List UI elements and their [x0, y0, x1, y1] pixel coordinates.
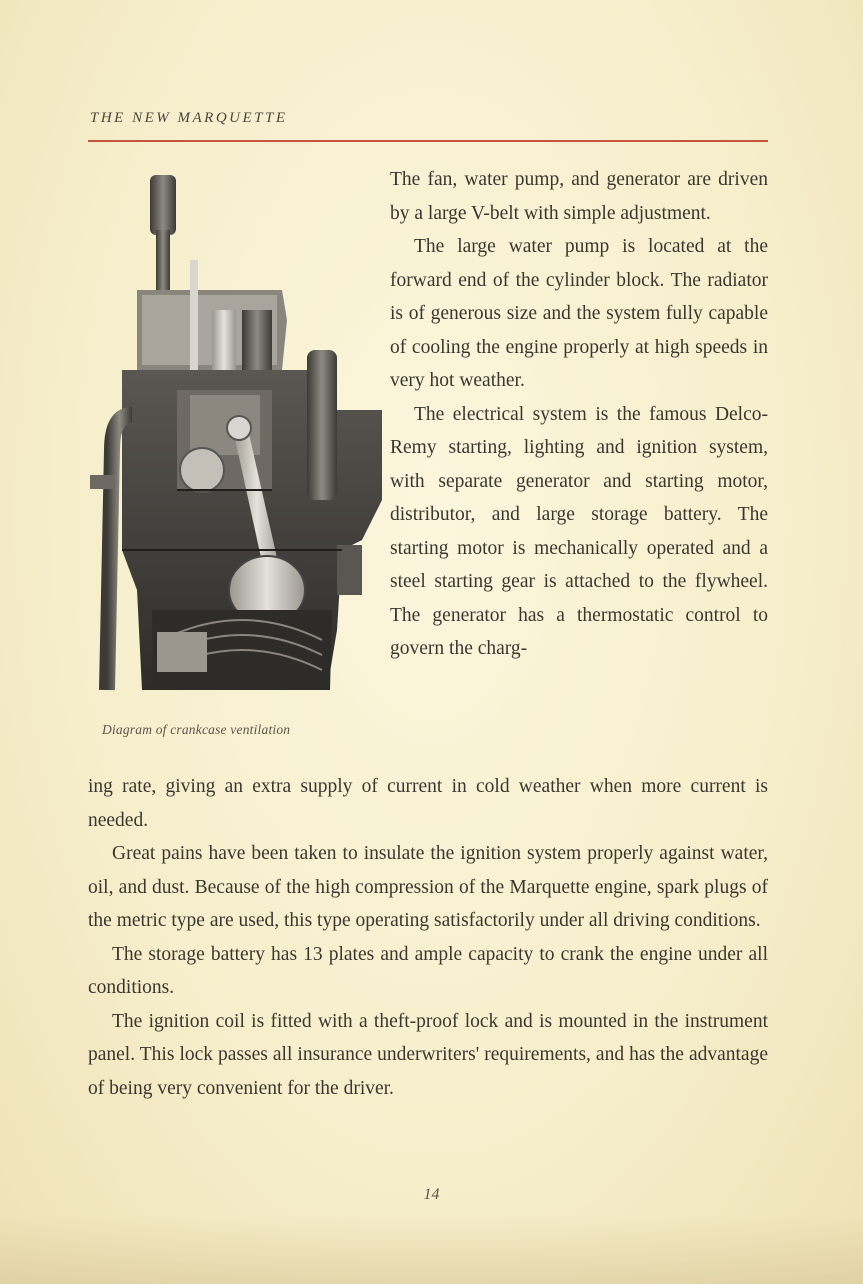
header-rule	[88, 140, 768, 142]
figure-caption: Diagram of crankcase ventilation	[102, 722, 291, 737]
engine-cutaway-icon	[82, 170, 382, 710]
running-head: THE NEW MARQUETTE	[90, 110, 288, 126]
paragraph-electrical-continued: ing rate, giving an extra supply of current in cold weather when more current is needed.	[88, 776, 768, 831]
paragraph-storage-battery: The storage battery has 13 plates and ample capacity to crank the engine under all conditions.	[88, 943, 768, 998]
paragraph-ignition-insulation: Great pains have been taken to insulate the ignition system properly against water, oil, and dust. Because of the high compression of the Marquette engine, spark plugs of the metric type are used, this type operating satisfactorily under all driving conditions.	[88, 843, 768, 931]
page-number: 14	[423, 1186, 440, 1203]
page-edge-shading	[0, 1214, 863, 1284]
paragraph-ignition-coil: The ignition coil is fitted with a theft-proof lock and is mounted in the instrument panel. This lock passes all insurance underwriters' requirements, and has the advantage of being very convenient for the driver.	[88, 1010, 768, 1099]
paragraph-water-pump: The large water pump is located at the forward end of the cylinder block. The radiator is of generous size and the system fully capable of cooling the engine properly at high speeds in very hot weather.	[390, 236, 768, 391]
right-column-text	[390, 163, 768, 666]
full-width-text	[88, 770, 768, 1105]
paragraph-electrical: The electrical system is the famous Delco-Remy starting, lighting and ignition system, with separate generator and starting motor, distributor, and large storage battery. The starting motor is mechanically operated and a steel starting gear is attached to the flywheel. The generator has a thermostatic control to govern the charg-	[390, 403, 768, 659]
paragraph-fan-belt: The fan, water pump, and generator are driven by a large V-belt with simple adjustment.	[390, 169, 768, 224]
engine-cutaway-figure	[82, 170, 382, 710]
